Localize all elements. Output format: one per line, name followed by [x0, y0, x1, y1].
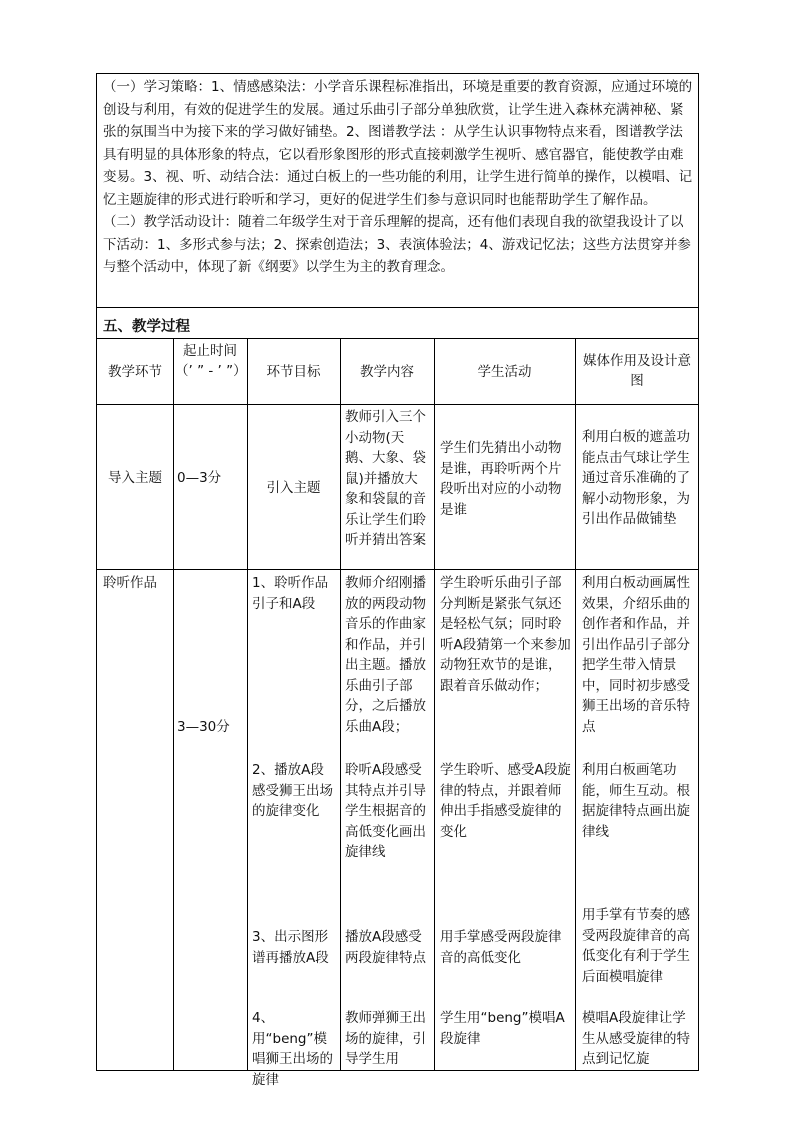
step2-content: 聆听A段感受其特点并引导学生根据音的高低变化画出旋律线	[345, 762, 426, 860]
row1-content: 教师引入三个小动物(天鹅、大象、袋鼠)并播放大象和袋鼠的音乐让学生们聆听并猜出答案	[345, 409, 426, 548]
column-separator	[434, 338, 435, 1071]
row1-time: 0—3分	[177, 470, 222, 486]
activity-design-paragraph: （二）教学活动设计：随着二年级学生对于音乐理解的提高，还有他们表现自我的欲望我设计了以下活动：1、多形式参与法；2、探索创造法；3、表演体验法；4、游戏记忆法；这些方法贯穿并参与整个活动中，体现了新《纲要》以学生为主的教育理念。	[103, 214, 691, 275]
header-goal: 环节目标	[266, 364, 321, 380]
column-separator	[340, 338, 341, 1071]
step1-content: 教师介绍刚播放的两段动物音乐的作曲家和作品，并引出主题。播放乐曲引子部分，之后播放乐曲A段；	[345, 575, 426, 735]
column-separator	[173, 338, 174, 1071]
header-media: 媒体作用及设计意图	[583, 353, 691, 389]
row2-time: 3—30分	[177, 719, 230, 735]
row1-goal: 引入主题	[266, 480, 321, 496]
row1-activity: 学生们先猜出小动物是谁，再聆听两个片段听出对应的小动物是谁	[440, 440, 562, 518]
step3-goal: 3、出示图形谱再播放A段	[252, 929, 329, 966]
divider	[97, 307, 698, 308]
header-stage: 教学环节	[108, 364, 162, 380]
column-separator	[247, 338, 248, 1071]
step3-activity: 用手掌感受两段旋律音的高低变化	[440, 929, 562, 966]
step3-media: 用手掌有节奏的感受两段旋律音的高低变化有利于学生后面模唱旋律	[582, 907, 690, 985]
section-title: 五、教学过程	[103, 319, 190, 335]
step4-activity: 学生用“beng”模唱A段旋律	[440, 1010, 565, 1047]
step2-activity: 学生聆听、感受A段旋律的特点，并跟着师伸出手指感受旋律的变化	[440, 762, 571, 840]
divider	[97, 404, 698, 405]
step4-content: 教师弹狮王出场的旋律，引导学生用	[345, 1010, 426, 1067]
row2-stage: 聆听作品	[103, 575, 157, 591]
document-page	[96, 73, 699, 1088]
divider	[97, 338, 698, 339]
step4-media: 模唱A段旋律让学生从感受旋律的特点到记忆旋	[582, 1010, 690, 1067]
divider	[97, 569, 698, 570]
learning-strategy-paragraph: （一）学习策略：1、情感感染法：小学音乐课程标准指出，环境是重要的教育资源，应通过环境的创设与利用，有效的促进学生的发展。通过乐曲引子部分单独欣赏，让学生进入森林充满神秘、紧张的氛围当中为接下来的学习做好铺垫。2、图谱教学法 ：从学生认识事物特点来看，图谱教学法具有明显的具体形象的特点，它以看形象图形的形式直接刺激学生视听、感官器官，能使教学由难变易。3、视、听、动结合法：通过白板上的一些功能的利用，让学生进行简单的操作，以模唱、记忆主题旋律的形式进行聆听和学习，更好的促进学生们参与意识同时也能帮助学生了解作品。	[103, 79, 693, 208]
column-separator	[575, 338, 576, 1071]
step2-media: 利用白板画笔功能，师生互动。根据旋律特点画出旋律线	[582, 762, 690, 840]
step3-content: 播放A段感受两段旋律特点	[345, 929, 426, 966]
step2-goal: 2、播放A段感受狮王出场的旋律变化	[252, 762, 333, 819]
step4-goal: 4、用“beng”模唱狮王出场的旋律	[252, 1010, 333, 1088]
row1-media: 利用白板的遮盖功能点击气球让学生通过音乐准确的了解小动物形象，为引出作品做铺垫	[582, 429, 690, 527]
row1-stage: 导入主题	[108, 470, 162, 486]
step1-activity: 学生聆听乐曲引子部分判断是紧张气氛还是轻松气氛；同时聆听A段猜第一个来参加动物狂欢节的是谁，跟着音乐做动作；	[440, 575, 571, 694]
step1-goal: 1、聆听作品引子和A段	[252, 575, 329, 612]
header-time: 起止时间（’ ” - ’ ”）	[175, 343, 247, 379]
header-content: 教学内容	[360, 364, 414, 380]
header-activity: 学生活动	[477, 364, 532, 380]
step1-media: 利用白板动画属性效果，介绍乐曲的创作者和作品，并引出作品引子部分把学生带入情景中，同时初步感受狮王出场的音乐特点	[582, 575, 690, 735]
